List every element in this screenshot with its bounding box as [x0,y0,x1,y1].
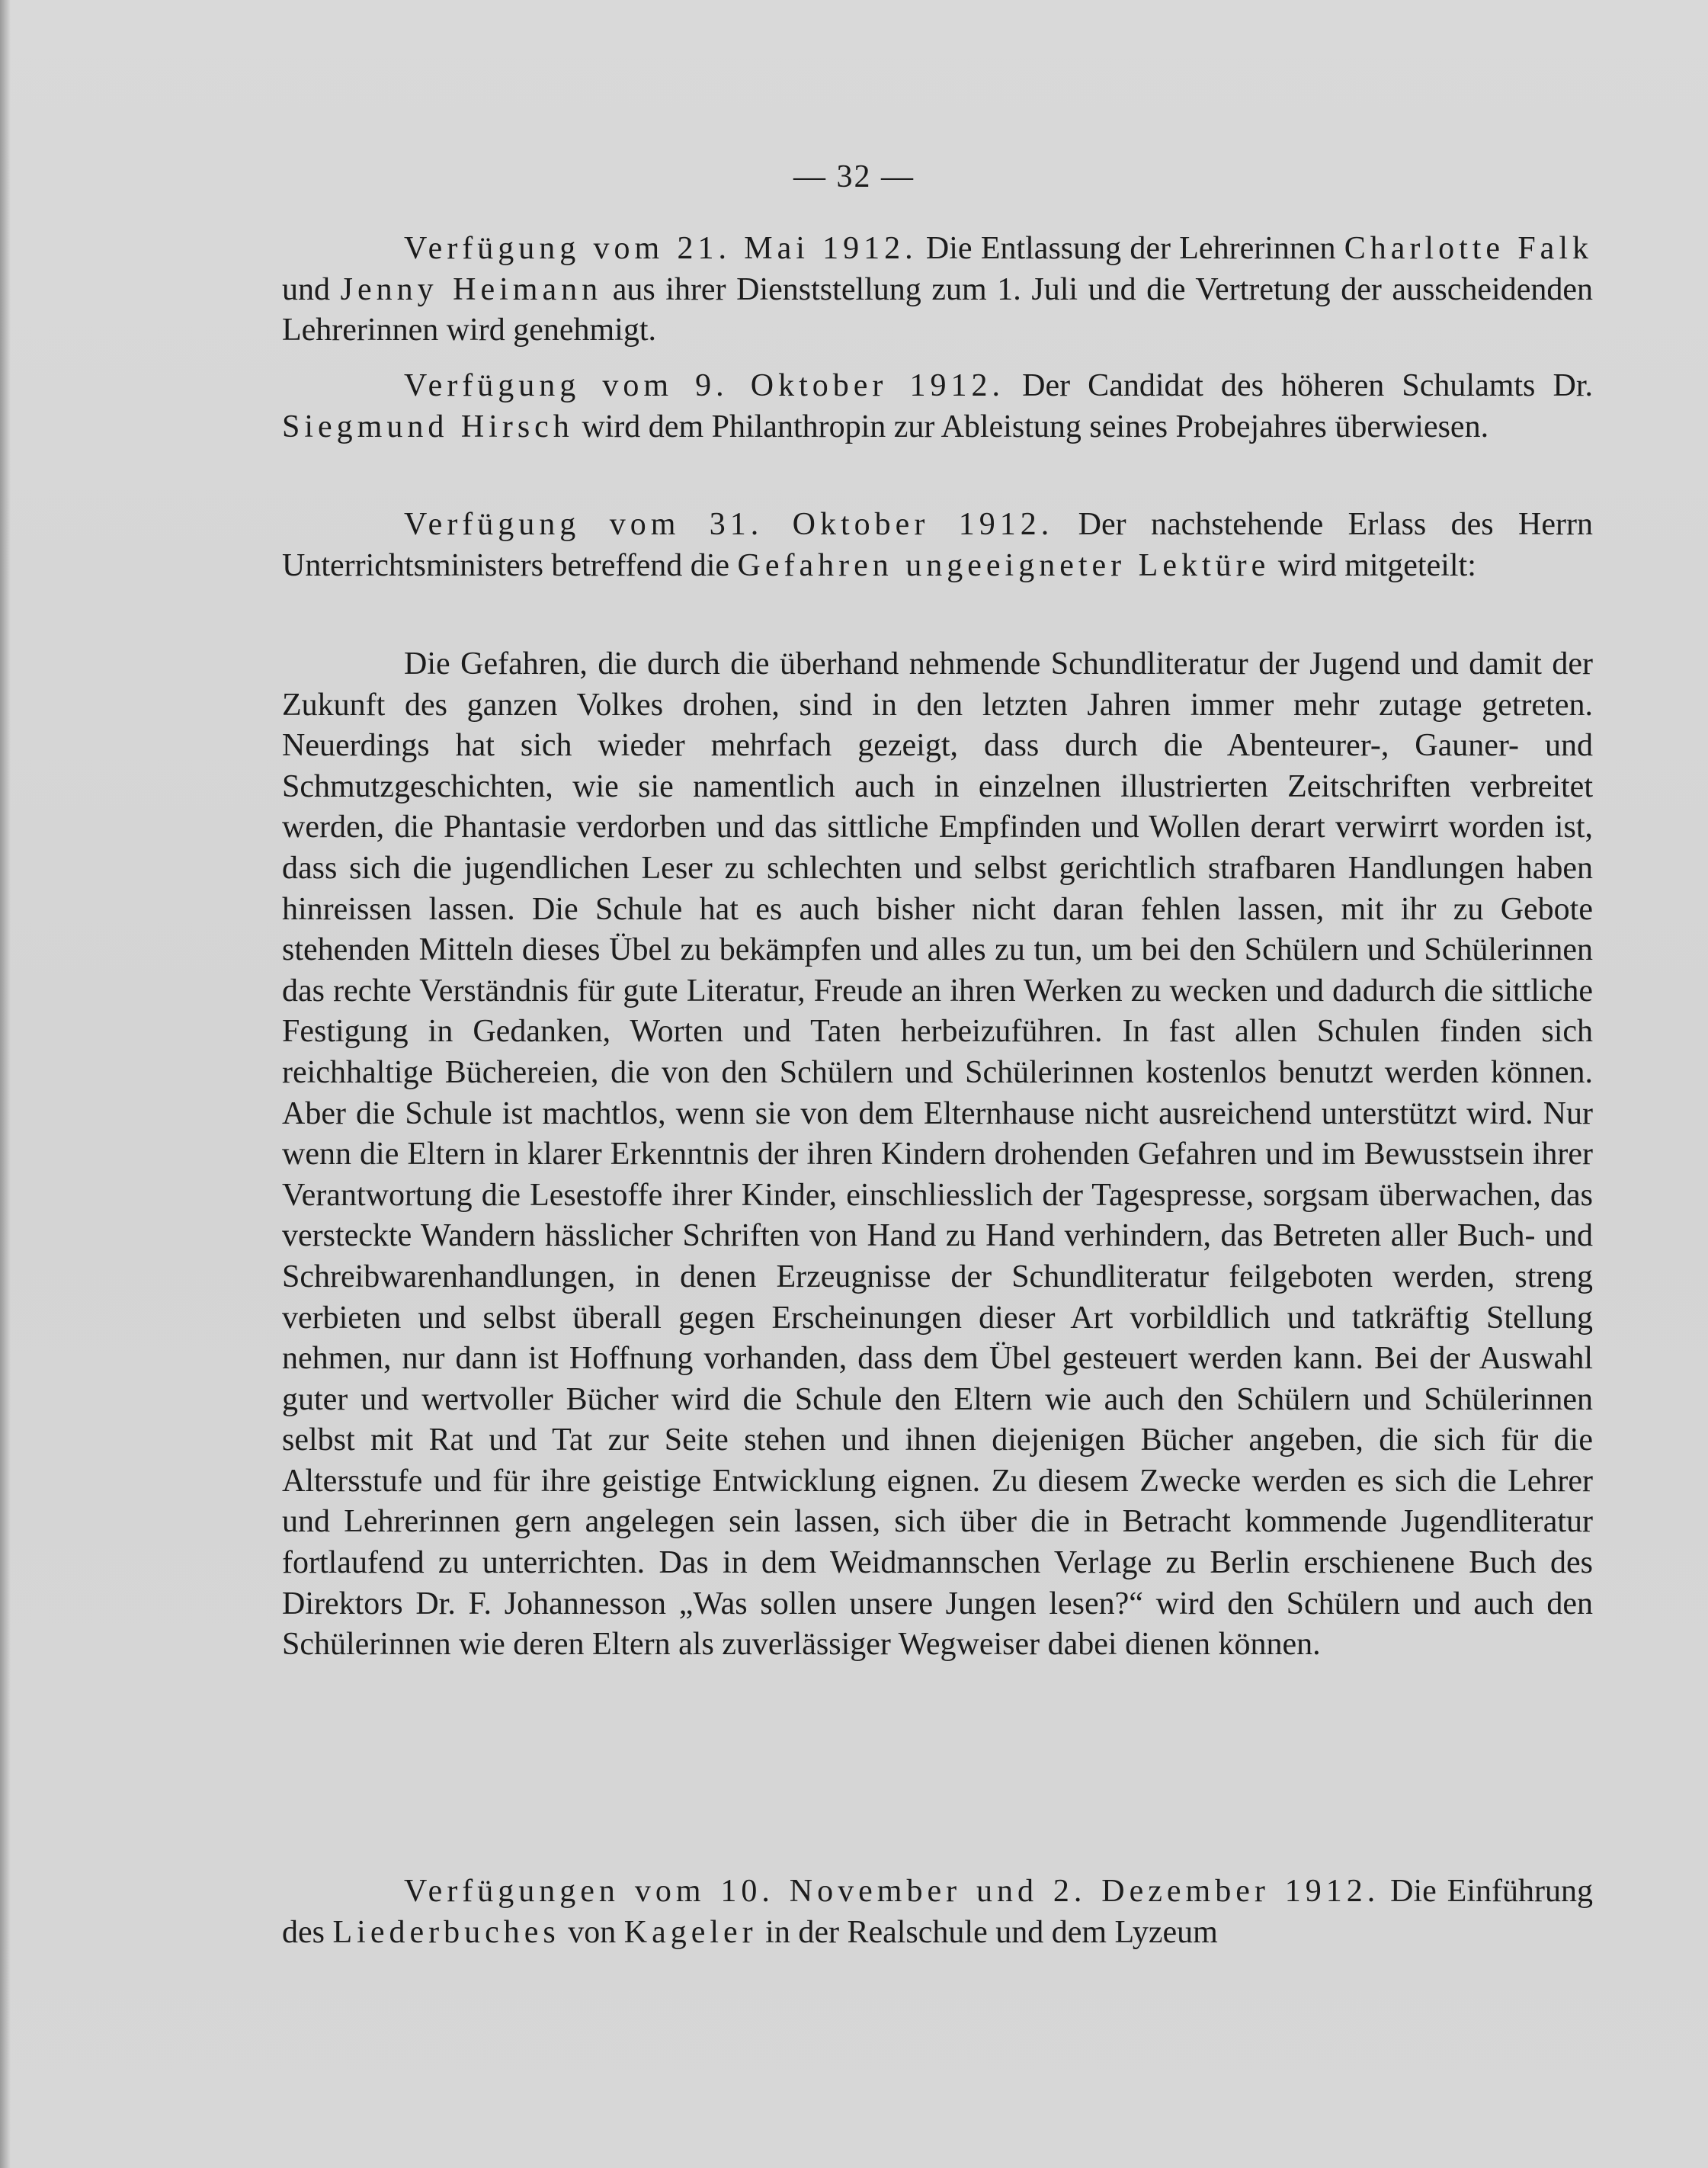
paragraph-text: Der Candidat des höheren Schulamts Dr. [1005,368,1593,403]
decree-heading: Verfügungen vom 10. November und 2. Dezember 1912. [404,1874,1380,1909]
quoted-ministerial-decree: Die Gefahren, die durch die überhand nehmende Schundliteratur der Jugend und damit der Zukunft des ganzen Volkes drohen, sind in den letzten Jahren immer mehr zutage getreten. Neuerdings hat sich wieder mehrfach gezeigt, dass durch die Abenteurer-, Gauner- und Schmutzgeschichten, wie sie namentlich auch in einzelnen illustrierten Zeitschriften verbreitet werden, die Phantasie verdorben und das sittliche Empfinden und Wollen derart verwirrt worden ist, dass sich die jugendlichen Leser zu schlechten und selbst gerichtlich strafbaren Handlungen haben hinreissen lassen. Die Schule hat es auch bisher nicht daran fehlen lassen, mit ihr zu Gebote stehenden Mitteln dieses Übel zu bekämpfen und alles zu tun, um bei den Schülern und Schülerinnen das rechte Verständnis für gute Literatur, Freude an ihren Werken zu wecken und dadurch die sittliche Festigung in Gedanken, Worten und Taten herbeizuführen. In fast allen Schulen finden sich reichhaltige Büchereien, die von den Schülern und Schülerinnen kostenlos benutzt werden können. Aber die Schule ist machtlos, wenn sie von dem Elternhause nicht ausreichend unterstützt wird. Nur wenn die Eltern in klarer Erkenntnis der ihren Kindern drohenden Gefahren und im Bewusstsein ihrer Verantwortung die Lesestoffe ihrer Kinder, einschliesslich der Tagespresse, sorgsam überwachen, das versteckte Wandern hässlicher Schriften von Hand zu Hand verhindern, das Betreten aller Buch- und Schreibwarenhandlungen, in denen Erzeugnisse der Schundliteratur feilgeboten werden, streng verbieten und selbst überall gegen Erscheinungen dieser Art vorbildlich und tatkräftig Stellung nehmen, nur dann ist Hoffnung vorhanden, dass dem Übel gesteuert werden kann. Bei der Auswahl guter und wertvoller Bücher wird die Schule den Eltern wie auch den Schülern und Schülerinnen selbst mit Rat und Tat zur Seite stehen und ihnen diejenigen Bücher angeben, die sich für die Altersstufe und für ihre geistige Entwicklung eignen. Zu diesem Zwecke werden es sich die Lehrer und Lehrerinnen gern angelegen sein lassen, sich über die in Betracht kommende Jugendliteratur fortlaufend zu unterrichten. Das in dem Weidmannschen Verlage zu Berlin erschienene Buch des Direktors Dr. F. Johannesson „Was sollen unsere Jungen lesen?“ wird den Schülern und auch den Schülerinnen wie deren Eltern als zuverlässiger Wegweiser dabei dienen können. [282,646,1593,1663]
person-name: Charlotte Falk [1344,231,1593,266]
paragraph-text: von [559,1914,624,1950]
emphasized-phrase: Gefahren ungeeigneter Lektüre [737,547,1271,583]
decree-heading: Verfügung vom 9. Oktober 1912. [404,368,1005,403]
page-number: — 32 — [793,159,915,194]
paragraph-text: Die Einführung des [282,1874,1593,1950]
paragraph-text: aus ihrer Dienststellung zum 1. Juli und die Vertretung der ausscheidenden Lehrerinnen wird genehmigt. [282,271,1593,348]
paragraph-text: in der Realschule und dem Lyzeum [757,1914,1218,1950]
person-name: Kageler [623,1914,758,1950]
paragraph-text: wird mitgeteilt: [1270,547,1476,583]
decree-heading: Verfügung vom 31. Oktober 1912. [404,507,1054,542]
paragraph-decree-october-9-1912 [282,366,1593,447]
emphasized-phrase: Liederbuches [332,1914,560,1950]
paragraph-text: Der nachstehende Erlass des Herrn Unterrichtsministers betreffend die [282,507,1593,583]
page-edge-shadow [0,0,11,2168]
paragraph-text: und [282,271,341,307]
decree-heading: Verfügung vom 21. Mai 1912. [404,231,918,266]
paragraph-decree-november-december-1912 [282,1871,1593,1953]
paragraph-decree-october-31-1912 [282,505,1593,586]
paragraph-text: Die Entlassung der Lehrerinnen [917,231,1344,266]
paragraph-text: wird dem Philanthropin zur Ableistung seines Probejahres überwiesen. [573,409,1489,444]
paragraph-decree-may-1912 [282,229,1593,351]
person-name: Jenny Heimann [340,271,603,307]
person-name: Siegmund Hirsch [282,409,574,444]
